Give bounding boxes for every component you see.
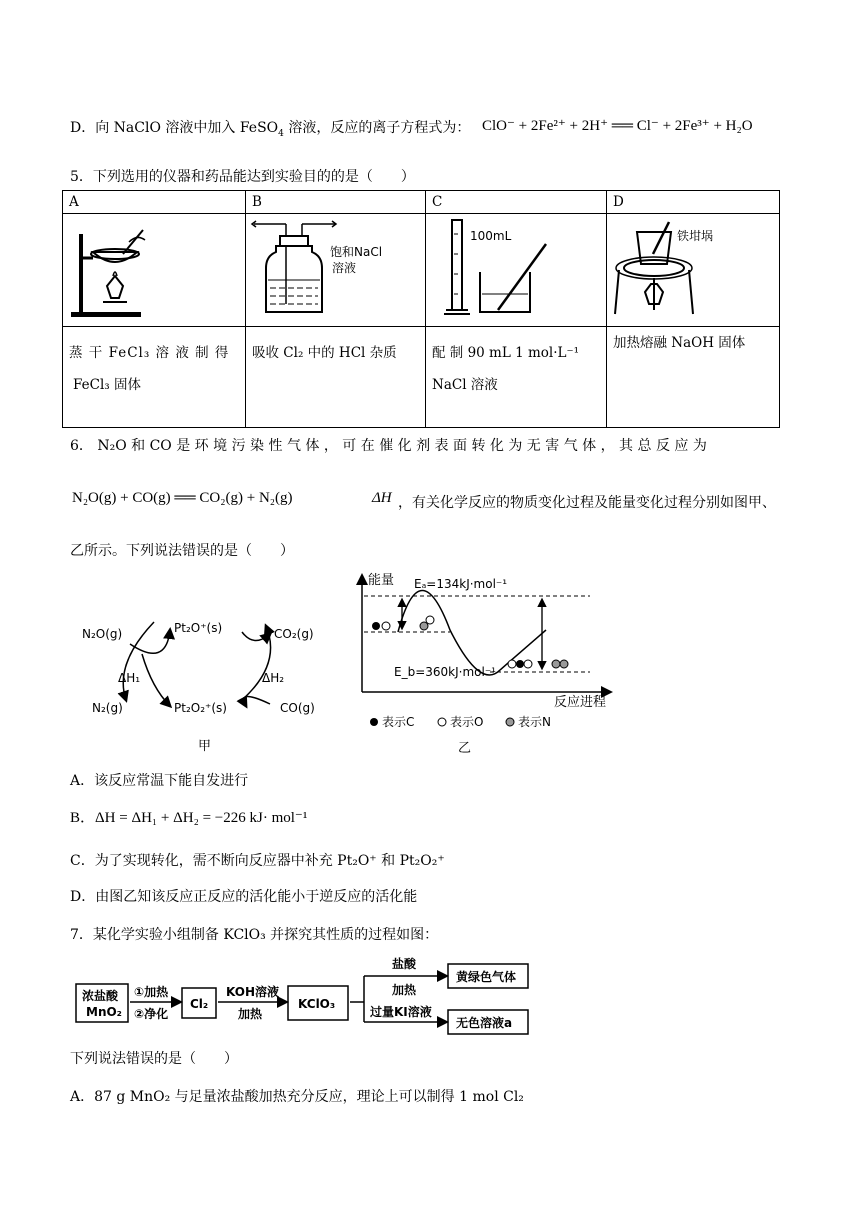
- q6-figure-jia: [74, 608, 334, 758]
- q5-cell-d: [607, 327, 780, 428]
- q6-equation: N₂O(g) + CO(g) ══ CO₂(g) + N₂(g): [72, 490, 293, 506]
- q6-option-a: A．该反应常温下能自发进行: [70, 773, 249, 789]
- q4-option-d-prefix: D．向 NaClO 溶液中加入 FeSO: [70, 120, 279, 136]
- q5-figure-a: [63, 214, 246, 327]
- figure-b-label-1: 饱和NaCl: [330, 245, 383, 259]
- flow-start-1: 浓盐酸: [82, 989, 119, 1003]
- cylinder-beaker-icon: [426, 214, 592, 322]
- q5-header-c: C: [426, 191, 607, 214]
- q5-cell-b: [246, 327, 426, 428]
- yi-caption: 乙: [458, 741, 472, 756]
- yi-ea: Eₐ=134kJ·mol⁻¹: [414, 577, 508, 591]
- yi-legend-c: 表示C: [382, 715, 415, 729]
- figure-d-label: 铁坩埚: [677, 229, 714, 243]
- q5-figure-c: [426, 214, 607, 327]
- flow-hcl: 盐酸: [392, 957, 417, 971]
- flow-heat-2: 加热: [392, 983, 417, 997]
- q5-figure-d: [607, 214, 780, 327]
- jia-caption: 甲: [198, 739, 212, 754]
- q7-stem: 7．某化学实验小组制备 KClO₃ 并探究其性质的过程如图：: [70, 927, 439, 943]
- yi-ylabel: 能量: [368, 573, 395, 588]
- q4-option-d: [70, 117, 470, 139]
- flow-ki: 过量KI溶液: [370, 1005, 432, 1019]
- q5-cell-d-text: 加热熔融 NaOH 固体: [613, 335, 746, 351]
- q5-stem: 5．下列选用的仪器和药品能达到实验目的的是（ ）: [70, 169, 415, 185]
- q7-flowchart: [74, 956, 544, 1038]
- figure-c-label: 100mL: [470, 229, 512, 243]
- q5-table: [62, 190, 780, 428]
- flow-step-2: ②净化: [134, 1007, 169, 1021]
- flow-kclo3: KClO₃: [298, 997, 336, 1011]
- q6-option-c: C．为了实现转化，需不断向反应器中补充 Pt₂O⁺ 和 Pt₂O₂⁺: [70, 853, 445, 869]
- flow-out-1: 黄绿色气体: [456, 970, 517, 984]
- q6-option-b: B．ΔH = ΔH₁ + ΔH₂ = −226 kJ· mol⁻¹: [70, 810, 308, 826]
- evaporation-apparatus-icon: [63, 214, 163, 322]
- q7-question: 下列说法错误的是（ ）: [70, 1051, 238, 1067]
- yi-legend-o: 表示O: [450, 715, 484, 729]
- gas-washing-bottle-icon: [246, 214, 412, 322]
- jia-pt2o: Pt₂O⁺(s): [174, 621, 223, 635]
- q5-cell-c: [426, 327, 607, 428]
- q5-cell-b-text: 吸收 Cl₂ 中的 HCl 杂质: [252, 345, 397, 361]
- q5-cell-a-line1: 蒸 干 FeCl₃ 溶 液 制 得: [69, 345, 230, 361]
- q5-header-b: B: [246, 191, 426, 214]
- q6-option-d: D．由图乙知该反应正反应的活化能小于逆反应的活化能: [70, 889, 418, 905]
- q6-figure-yi: [350, 570, 620, 760]
- jia-n2: N₂(g): [92, 701, 123, 715]
- q4-option-d-equation: ClO⁻ + 2Fe²⁺ + 2H⁺ ══ Cl⁻ + 2Fe³⁺ + H₂O: [482, 118, 753, 134]
- yi-eb: E_b=360kJ·mol⁻¹: [394, 665, 496, 679]
- q5-cell-c-line1: 配 制 90 mL 1 mol·L⁻¹: [432, 345, 580, 361]
- q5-header-a: A: [63, 191, 246, 214]
- yi-legend-n: 表示N: [518, 715, 551, 729]
- jia-n2o: N₂O(g): [82, 627, 123, 641]
- crucible-apparatus-icon: [607, 214, 777, 322]
- yi-xlabel: 反应进程: [554, 695, 607, 710]
- flow-start-2: MnO₂: [86, 1005, 122, 1019]
- jia-dh2: ΔH₂: [262, 671, 285, 685]
- jia-co: CO(g): [280, 701, 315, 715]
- jia-pt2o2: Pt₂O₂⁺(s): [174, 701, 227, 715]
- jia-co2: CO₂(g): [274, 627, 314, 641]
- q6-stem-line2: ，有关化学反应的物质变化过程及能量变化过程分别如图甲、: [398, 495, 776, 511]
- flow-cl2: Cl₂: [190, 997, 209, 1011]
- flow-step-1: ①加热: [134, 985, 169, 999]
- jia-dh1: ΔH₁: [118, 671, 141, 685]
- q6-stem-line1: 6． N₂O 和 CO 是 环 境 污 染 性 气 体 ， 可 在 催 化 剂 表 面 转 化 为 无 害 气 体 ， 其 总 反 应 为: [70, 438, 707, 454]
- q4-option-d-sub: 4: [278, 128, 284, 139]
- q6-delta-h: ΔH: [372, 490, 392, 506]
- q5-cell-a-line2: FeCl₃ 固体: [73, 377, 141, 393]
- q5-figure-b: [246, 214, 426, 327]
- q5-cell-c-line2: NaCl 溶液: [432, 377, 498, 393]
- q4-option-d-mid: 溶液，反应的离子方程式为：: [283, 120, 471, 136]
- flow-heat: 加热: [238, 1007, 263, 1021]
- q5-header-d: D: [607, 191, 780, 214]
- flow-out-2: 无色溶液a: [456, 1016, 513, 1030]
- q5-cell-a: [63, 327, 246, 428]
- q7-option-a: A．87 g MnO₂ 与足量浓盐酸加热充分反应，理论上可以制得 1 mol Cl₂: [70, 1089, 524, 1105]
- flow-koh: KOH溶液: [226, 985, 280, 999]
- q6-stem-line3: 乙所示。下列说法错误的是（ ）: [70, 543, 294, 559]
- figure-b-label-2: 溶液: [332, 261, 357, 275]
